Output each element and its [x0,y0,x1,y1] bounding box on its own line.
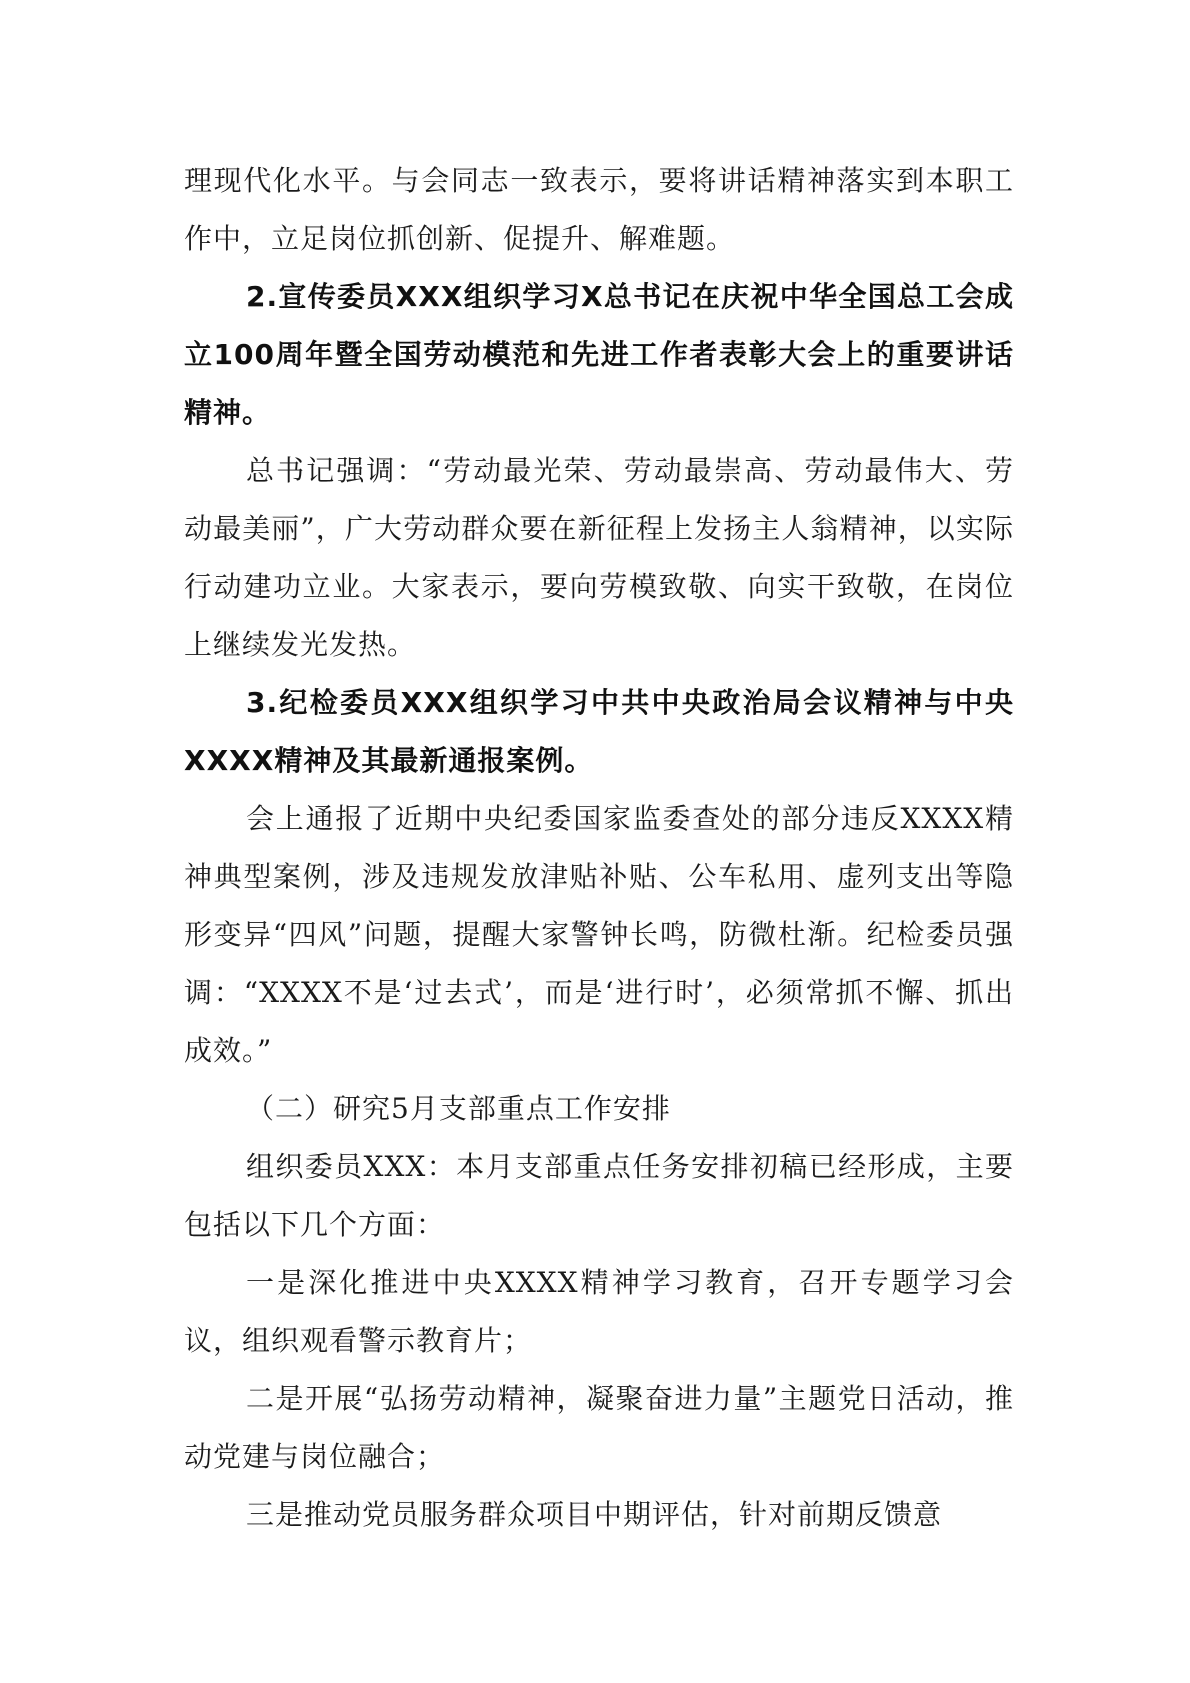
list-item-1: 一是深化推进中央XXXX精神学习教育，召开专题学习会议，组织观看警示教育片； [184,1266,1014,1357]
section-heading-2: （二）研究5月支部重点工作安排 [246,1092,671,1125]
paragraph-speech-summary: 总书记强调：“劳动最光荣、劳动最崇高、劳动最伟大、劳动最美丽”，广大劳动群众要在新征程上发扬主人翁精神，以实际行动建功立业。大家表示，要向劳模致敬、向实干致敬，在岗位上继续发光发热。 [184,454,1014,661]
paragraph-continuation: 理现代化水平。与会同志一致表示，要将讲话精神落实到本职工作中，立足岗位抓创新、促提升、解难题。 [184,164,1014,255]
paragraph-organization-member: 组织委员XXX：本月支部重点任务安排初稿已经形成，主要包括以下几个方面： [184,1150,1014,1241]
list-item-2: 二是开展“弘扬劳动精神，凝聚奋进力量”主题党日活动，推动党建与岗位融合； [184,1382,1014,1473]
heading-item-3: 3.纪检委员XXX组织学习中共中央政治局会议精神与中央XXXX精神及其最新通报案例。 [184,686,1014,777]
list-item-3: 三是推动党员服务群众项目中期评估，针对前期反馈意 [246,1498,943,1531]
document-body [184,152,1014,1544]
paragraph-case-report: 会上通报了近期中央纪委国家监委查处的部分违反XXXX精神典型案例，涉及违规发放津贴补贴、公车私用、虚列支出等隐形变异“四风”问题，提醒大家警钟长鸣，防微杜渐。纪检委员强调：“XXXX不是‘过去式’，而是‘进行时’，必须常抓不懈、抓出成效。” [184,802,1014,1067]
heading-item-2: 2.宣传委员XXX组织学习X总书记在庆祝中华全国总工会成立100周年暨全国劳动模范和先进工作者表彰大会上的重要讲话精神。 [184,280,1014,429]
